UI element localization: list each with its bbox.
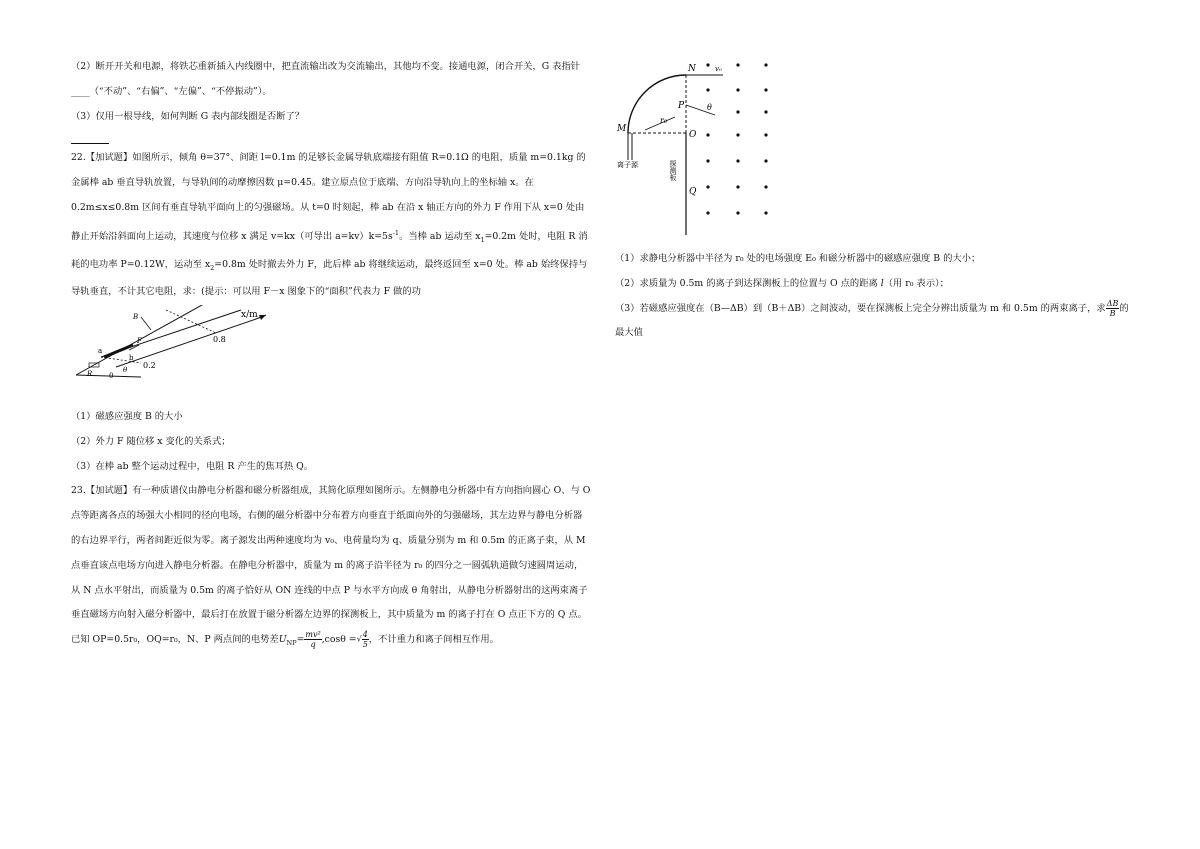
q23-part3: （3）若磁感应强度在（B—ΔB）到（B＋ΔB）之间波动，要在探测板上完全分辨出质量为 m 和 0.5m 的两束离子，求 $\frac{\Delta B}{B}$ 的最大值 bbox=[615, 298, 1129, 339]
label-O: O bbox=[689, 130, 697, 140]
label-R: R bbox=[87, 369, 93, 378]
fraction-dB-B: $\frac{\Delta B}{B}$ bbox=[1106, 298, 1119, 318]
label-ion-source: 离子源 bbox=[617, 161, 638, 169]
q23-stem: 23.【加试题】有一种质谱仪由静电分析器和磁分析器组成，其简化原理如图所示。左侧静电分析器中有方向指向圆心 O、与 O 点等距离各点的场强大小相同的径向电场，右侧的磁分析器中分布着方向垂直于纸面向外的匀强磁场，其左边界与静电分析器的右边界平行，两者间距近似为零。离子源发出两种速度均为 v₀、电荷量均为 q、质量分别为 m 和 0.5m 的正离子束，从 M 点垂直该点电场方向进入静电分析器。在静电分析器中，质量为 m 的离子沿半径为 r₀ 的四分之一圆弧轨道做匀速圆周运动，从 N 点水平射出，而质量为 0.5m 的离子恰好从 ON 连线的中点 P 与水平方向成 θ 角射出，从静电分析器射出的这两束离子垂直磁场方向射入磁分析器中，最后打在放置于磁分析器左边界的探测板上，其中质量为 m 的离子打在 O 点正下方的 Q 点。已知 OP=0.5r₀，OQ=r₀，N、P 两点间的电势差$U_{NP}=$ $\frac{\text{mv²}}{q}$ ,cosθ =√ $\frac{4}{5}$ ，不计重力和离子间相互作用。 bbox=[71, 485, 591, 650]
q21-part2: （2）断开开关和电源，将铁芯重新插入内线圈中，把直流输出改为交流输出，其他均不变。接通电源，闭合开关，G 表指针____（“不动”、“右偏”、“左偏”、“不停振动”）。 bbox=[71, 61, 581, 97]
dashed-0.8 bbox=[166, 310, 216, 333]
q22-figure bbox=[71, 305, 591, 405]
label-P: P bbox=[678, 101, 685, 111]
q23-part2: （2）求质量为 0.5m 的离子到达探测板上的位置与 O 点的距离 l（用 r₀ 表示）； bbox=[615, 277, 949, 289]
label-a: a bbox=[98, 346, 103, 355]
label-theta: θ bbox=[707, 103, 712, 112]
mass-spectrometer-diagram bbox=[615, 55, 785, 235]
magnetic-field-dots bbox=[706, 63, 767, 214]
left-column bbox=[71, 55, 591, 656]
q22-part2: （2）外力 F 随位移 x 变化的关系式； bbox=[71, 435, 231, 447]
label-B: B bbox=[133, 312, 139, 321]
q21-part3: （3）仅用一根导线，如何判断 G 表内部线圈是否断了？ bbox=[71, 110, 305, 122]
q22-stem: 22.【加试题】如图所示，倾角 θ=37°、间距 l=0.1m 的足够长金属导轨底端接有阻值 R=0.1Ω 的电阻，质量 m=0.1kg 的金属棒 ab 垂直导轨放置，与导轨间的动摩擦因数 μ=0.45。建立原点位于底端、方向沿导轨向上的坐标轴 x。在 0.2m≤x≤0.8m 区间有垂直导轨平面向上的匀强磁场。从 t=0 时刻起，棒 ab 在沿 x 轴正方向的外力 F 作用下从 x=0 处由静止开始沿斜面向上运动，其速度与位移 x 满足 v=kx（可导出 $a=kv)k=5s^{-1}$。当棒 ab 运动至 $x_1=0.2m$ 处时，电阻 R 消耗的电功率 P=0.12W，运动至 $x_2=0.8m$ 处时撤去外力 F，此后棒 ab 将继续运动，最终返回至 x=0 处。棒 ab 始终保持与导轨垂直，不计其它电阻，求：(提示：可以用 F－x 图象下的“面积”代表力 F 做的功 bbox=[71, 152, 588, 298]
answer-rule bbox=[71, 129, 109, 144]
q23-figure bbox=[615, 55, 785, 235]
tick-0.8: 0.8 bbox=[213, 334, 226, 344]
label-F: F bbox=[137, 336, 142, 345]
label-b: b bbox=[129, 353, 134, 362]
x-axis-label: x/m bbox=[241, 309, 258, 320]
label-N: N bbox=[688, 64, 696, 74]
label-v0: v₀ bbox=[715, 65, 722, 73]
q22-part1: （1）磁感应强度 B 的大小 bbox=[71, 410, 183, 422]
right-column bbox=[615, 247, 1135, 346]
label-M: M bbox=[617, 124, 627, 134]
label-probe-board: 探测板 bbox=[669, 160, 677, 181]
x-arrowhead bbox=[259, 315, 266, 320]
sqrt-4-5: √ $\frac{4}{5}$ bbox=[356, 630, 368, 650]
B-arrow bbox=[141, 317, 151, 330]
q23-part1: （1）求静电分析器中半径为 r₀ 处的电场强度 E₀ 和磁分析器中的磁感应强度 B 的大小； bbox=[615, 253, 981, 264]
label-r0: r₀ bbox=[660, 116, 668, 125]
label-theta: θ bbox=[123, 365, 128, 374]
tick-0: 0 bbox=[109, 371, 114, 380]
q22-part3: （3）在棒 ab 整个运动过程中，电阻 R 产生的焦耳热 Q。 bbox=[71, 460, 314, 472]
tick-0.2: 0.2 bbox=[143, 360, 156, 370]
inclined-rail-diagram bbox=[71, 305, 271, 405]
label-Q: Q bbox=[689, 187, 697, 197]
fraction-mv2-q: $\frac{\text{mv²}}{q}$ bbox=[305, 630, 321, 650]
